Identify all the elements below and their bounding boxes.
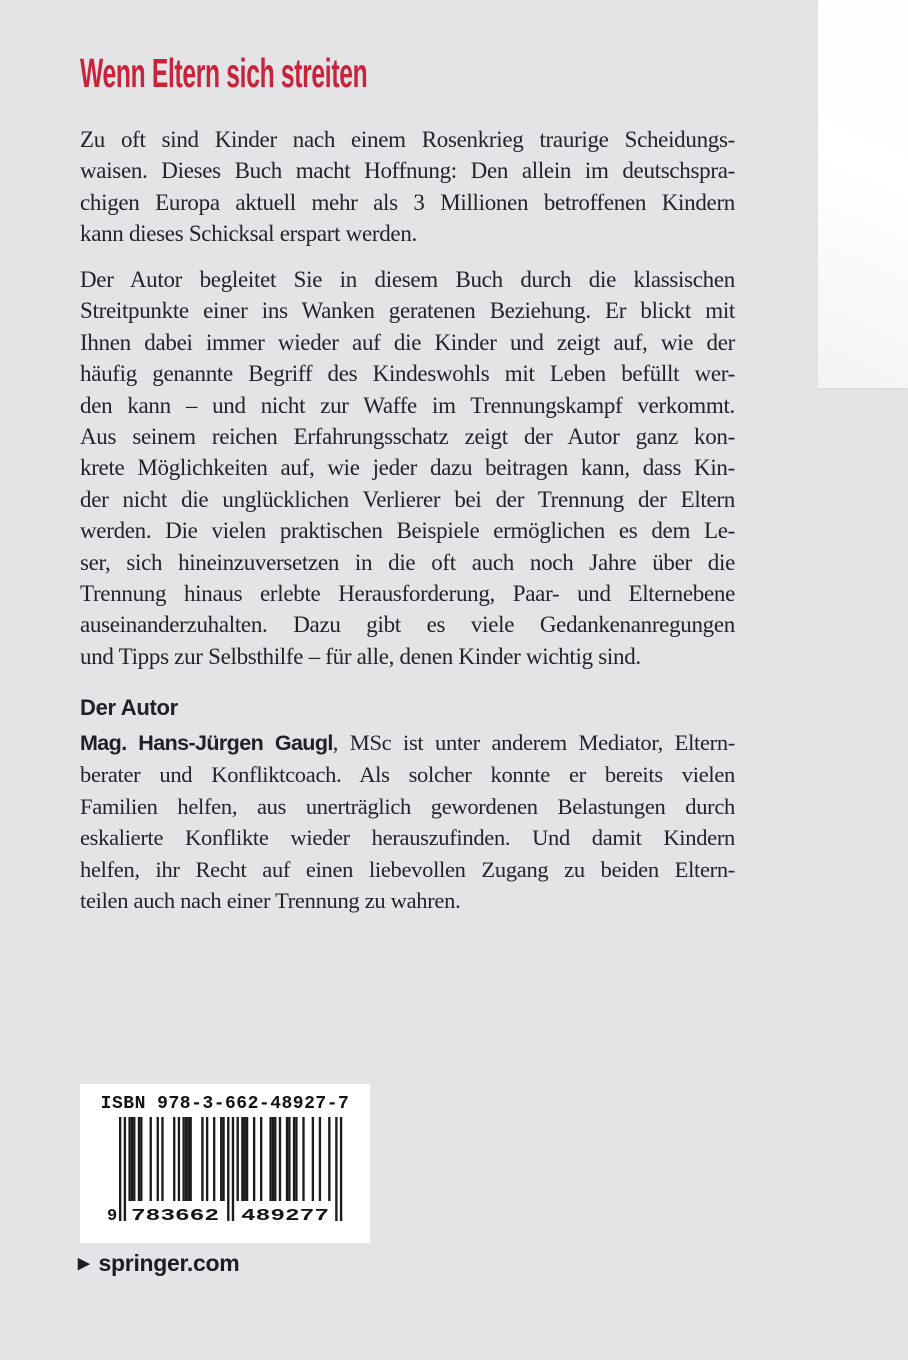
text-line: chigen Europa aktuell mehr als 3 Millionen betroffenen Kindern bbox=[80, 189, 735, 215]
text-line: den kann – und nicht zur Waffe im Trennungskampf verkommt. bbox=[80, 392, 735, 418]
barcode-digit-lead: 9 bbox=[107, 1207, 118, 1221]
author-bio-first-line bbox=[80, 727, 735, 759]
text-line: waisen. Dieses Buch macht Hoffnung: Den allein im deutschspra- bbox=[80, 158, 735, 184]
text-line: auseinanderzuhalten. Dazu gibt es viele Gedankenanregungen bbox=[80, 612, 735, 638]
text-line: Aus seinem reichen Erfahrungsschatz zeigt der Autor ganz kon- bbox=[80, 424, 735, 450]
ean13-barcode bbox=[105, 1117, 345, 1221]
publisher-footer bbox=[78, 1250, 239, 1277]
text-line: ser, sich hineinzuversetzen in die oft auch noch Jahre über die bbox=[80, 549, 735, 575]
author-bio-lines bbox=[80, 759, 735, 916]
isbn-box bbox=[80, 1084, 370, 1243]
barcode-digits-group2: 489277 bbox=[241, 1207, 329, 1221]
page-curl-highlight bbox=[818, 0, 908, 388]
blurb-paragraph-1 bbox=[80, 124, 735, 250]
author-section-heading: Der Autor bbox=[80, 695, 178, 720]
author-bio-first-line-rest: , MSc ist unter anderem Mediator, Eltern- bbox=[332, 730, 735, 755]
isbn-label: ISBN 978-3-662-48927-7 bbox=[100, 1094, 350, 1114]
barcode-bars bbox=[119, 1117, 342, 1221]
barcode-wrap bbox=[105, 1117, 345, 1226]
text-line: Ihnen dabei immer wieder auf die Kinder und zeigt auf, wie der bbox=[80, 329, 735, 355]
barcode-digits-group1: 783662 bbox=[131, 1207, 219, 1221]
author-name: Mag. Hans-Jürgen Gaugl bbox=[80, 731, 333, 755]
text-line: Trennung hinaus erlebte Herausforderung, Paar- und Elternebene bbox=[80, 581, 735, 607]
text-line: teilen auch nach einer Trennung zu wahren. bbox=[80, 888, 461, 914]
text-line: Streitpunkte einer ins Wanken geratenen Beziehung. Er blickt mit bbox=[80, 298, 735, 324]
blurb-paragraph-2 bbox=[80, 264, 735, 672]
play-arrow-icon: ▶ bbox=[78, 1255, 90, 1272]
text-line: eskalierte Konflikte wieder herauszufinden. Und damit Kindern bbox=[80, 825, 735, 851]
publisher-url: springer.com bbox=[98, 1250, 240, 1276]
text-line: Zu oft sind Kinder nach einem Rosenkrieg traurige Scheidungs- bbox=[80, 127, 735, 152]
text-line: Der Autor begleitet Sie in diesem Buch durch die klassischen bbox=[80, 267, 735, 292]
text-line: der nicht die unglücklichen Verlierer bei der Trennung der Eltern bbox=[80, 486, 735, 512]
author-bio bbox=[80, 727, 735, 916]
text-line: helfen, ihr Recht auf einen liebevollen Zugang zu beiden Eltern- bbox=[80, 856, 735, 882]
text-line: häufig genannte Begriff des Kindeswohls mit Leben befüllt wer- bbox=[80, 361, 735, 387]
text-line: werden. Die vielen praktischen Beispiele ermöglichen es dem Le- bbox=[80, 518, 735, 544]
book-title: Wenn Eltern sich streiten bbox=[80, 50, 368, 96]
text-line: und Tipps zur Selbsthilfe – für alle, denen Kinder wichtig sind. bbox=[80, 643, 641, 669]
text-line: Familien helfen, aus unerträglich gewordenen Belastungen durch bbox=[80, 793, 735, 819]
text-line: kann dieses Schicksal erspart werden. bbox=[80, 221, 417, 247]
text-line: krete Möglichkeiten auf, wie jeder dazu beitragen kann, dass Kin- bbox=[80, 455, 735, 481]
text-line: berater und Konfliktcoach. Als solcher konnte er bereits vielen bbox=[80, 762, 735, 788]
